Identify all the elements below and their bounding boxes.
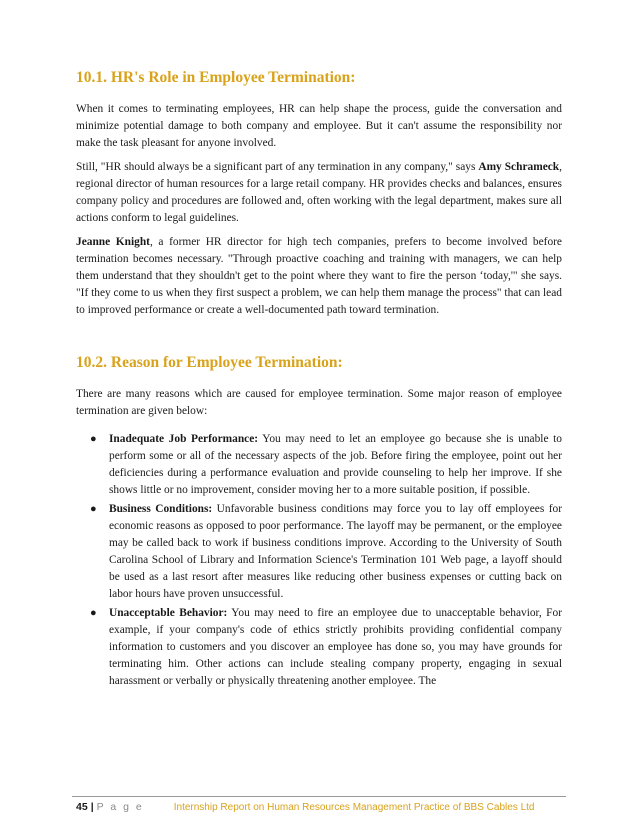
paragraph-knight-quote: [76, 234, 562, 319]
bullet-icon: ●: [90, 607, 97, 619]
bullet-icon: ●: [90, 503, 97, 515]
page-content: [76, 68, 562, 690]
list-item: [76, 605, 562, 690]
section-heading-termination-reasons: 10.2. Reason for Employee Termination:: [76, 354, 343, 371]
list-item-title: Business Conditions:: [109, 503, 213, 515]
person-name-amy-schrameck: Amy Schrameck: [478, 161, 560, 173]
list-item-text: Unfavorable business conditions may force you to lay off employees for economic reasons as opposed to poor performance. The layoff may be permanent, or the employee may be called back to work if business conditions improve. According to the University of South Carolina School of Library and Information Science's Termination 101 Web page, a layoff should be used as a last resort after measures like reducing other business expenses or cutting back on labor hours have proven unsuccessful.: [109, 503, 562, 600]
footer-divider: [72, 796, 566, 797]
paragraph-text: Still, "HR should always be a significant part of any termination in any company," says: [76, 161, 479, 173]
paragraph-text: , a former HR director for high tech companies, prefers to become involved before termination becomes necessary. "Through proactive coaching and training with managers, we can help them understand that they shouldn't get to the point where they want to fire the person ‘today,'" she says. "If they come to us when they first suspect a problem, we can help them manage the process" that can lead to improved performance or create a well-documented path toward termination.: [76, 236, 562, 316]
page-footer: [76, 801, 534, 813]
report-title: Internship Report on Human Resources Management Practice of BBS Cables Ltd: [173, 802, 535, 813]
person-name-jeanne-knight: Jeanne Knight: [76, 236, 150, 248]
paragraph-text: , regional director of human resources for a large retail company. HR provides checks and balances, ensures company policy and procedures are followed and, often working with the legal department, makes sure all actions conform to legal guidelines.: [76, 161, 562, 224]
list-item: [76, 501, 562, 603]
list-item: [76, 431, 562, 499]
section-heading-hr-role: 10.1. HR's Role in Employee Termination:: [76, 69, 356, 86]
list-item-title: Inadequate Job Performance:: [109, 433, 259, 445]
page-number: 45: [76, 801, 88, 813]
list-item-title: Unacceptable Behavior:: [109, 607, 228, 619]
footer-separator: |: [90, 801, 94, 813]
page-label: P a g e: [96, 801, 144, 813]
bullet-icon: ●: [90, 433, 97, 445]
paragraph-schrameck-quote: [76, 159, 562, 227]
reasons-bullet-list: [76, 431, 562, 690]
list-item-text: You may need to let an employee go because she is unable to perform some or all of the necessary aspects of the job. Before firing the employee, point out her deficiencies during a performance evaluation and provide counseling to help her improve. If she shows little or no improvement, consider moving her to a more suitable position, if possible.: [109, 433, 562, 496]
paragraph-hr-role-intro: When it comes to terminating employees, HR can help shape the process, guide the conversation and minimize potential damage to both company and employee. But it can't assume the responsibility nor make the task pleasant for anyone involved.: [76, 103, 562, 149]
list-item-text: You may need to fire an employee due to unacceptable behavior, For example, if your company's code of ethics strictly prohibits providing confidential company information to customers and you discover an employee has done so, you may have grounds for terminating him. Other actions can include stealing company property, engaging in sexual harassment or verbally or physically threatening another employee. The: [109, 607, 562, 687]
paragraph-reasons-intro: There are many reasons which are caused for employee termination. Some major reason of employee termination are given below:: [76, 388, 562, 417]
